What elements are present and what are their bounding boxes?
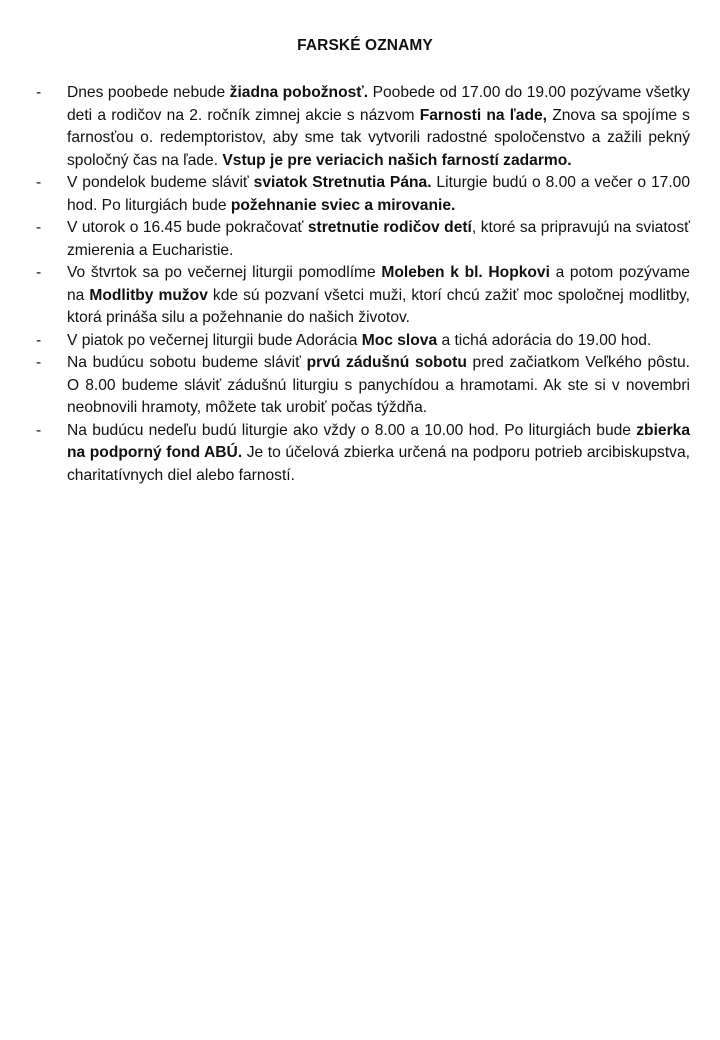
announcement-item — [36, 217, 690, 262]
bold-segment: stretnutie rodičov detí — [307, 219, 472, 236]
text-segment: Poobede od 17.00 do 19.00 pozývame všetky deti a rodičov na 2. ročník zimnej akcie s názvom — [67, 84, 690, 124]
bold-segment: Farnosti na ľade, — [419, 106, 547, 124]
bullet-dash: - — [36, 354, 42, 371]
text-segment: Znova sa spojíme s farnosťou o. redemptoristov, aby sme tak vytvorili radostné spoločenstvo a zažili pekný spoločný čas na ľade. — [67, 106, 690, 169]
bold-segment: Moleben k bl. Hopkovi — [381, 264, 550, 281]
bold-segment: zbierka na podporný fond ABÚ. — [67, 421, 690, 461]
announcement-text — [67, 352, 690, 420]
text-segment: V piatok po večernej liturgii bude Adorácia — [67, 331, 362, 349]
announcement-text — [67, 217, 690, 262]
bullet-dash: - — [36, 219, 42, 236]
bold-segment: požehnanie sviec a mirovanie. — [230, 196, 456, 214]
announcement-text — [67, 172, 690, 217]
announcement-item — [36, 330, 690, 353]
bullet-dash: - — [36, 174, 42, 191]
text-segment: V pondelok budeme sláviť — [67, 174, 254, 191]
text-segment: Vo štvrtok sa po večernej liturgii pomodlíme — [67, 264, 382, 281]
announcement-item — [36, 82, 690, 172]
text-segment: a potom pozývame na — [67, 264, 690, 304]
text-segment: Dnes poobede nebude — [67, 84, 230, 101]
text-segment: kde sú pozvaní všetci muži, ktorí chcú zažiť moc spoločnej modlitby, ktorá prináša silu a požehnanie do našich životov. — [67, 286, 690, 326]
announcement-item — [36, 420, 690, 488]
bullet-dash: - — [36, 84, 42, 101]
announcement-list — [36, 82, 690, 487]
announcement-item — [36, 352, 690, 420]
bullet-dash: - — [36, 331, 42, 349]
text-segment: Na budúcu sobotu budeme sláviť — [67, 354, 307, 371]
text-segment: Liturgie budú o 8.00 a večer o 17.00 hod. Po liturgiách bude — [67, 174, 690, 214]
bold-segment: prvú zádušnú sobotu — [306, 354, 467, 371]
bold-segment: Modlitby mužov — [89, 286, 208, 304]
text-segment: Je to účelová zbierka určená na podporu potrieb arcibiskupstva, charitatívnych diel alebo farností. — [67, 444, 690, 484]
bold-segment: Vstup je pre veriacich našich farností zadarmo. — [222, 151, 572, 169]
announcement-text — [67, 262, 690, 330]
text-segment: , ktoré sa pripravujú na sviatosť zmierenia a Eucharistie. — [67, 219, 690, 259]
announcement-text — [67, 420, 690, 488]
page-title: FARSKÉ OZNAMY — [297, 37, 433, 54]
announcement-item — [36, 172, 690, 217]
bold-segment: sviatok Stretnutia Pána. — [253, 174, 432, 191]
announcement-text — [67, 330, 690, 353]
text-segment: a tichá adorácia do 19.00 hod. — [437, 331, 652, 349]
text-segment: pred začiatkom Veľkého pôstu. O 8.00 budeme sláviť zádušnú liturgiu s panychídou a hramotami. Ak ste si v novembri neobnovili hramoty, môžete tak urobiť počas týždňa. — [67, 354, 690, 416]
bold-segment: Moc slova — [361, 331, 438, 349]
bullet-dash: - — [36, 421, 42, 439]
text-segment: V utorok o 16.45 bude pokračovať — [67, 219, 308, 236]
announcement-text — [67, 82, 690, 172]
announcement-item — [36, 262, 690, 330]
bold-segment: žiadna pobožnosť. — [229, 84, 369, 101]
bullet-dash: - — [36, 264, 42, 281]
text-segment: Na budúcu nedeľu budú liturgie ako vždy o 8.00 a 10.00 hod. Po liturgiách bude — [67, 421, 637, 439]
